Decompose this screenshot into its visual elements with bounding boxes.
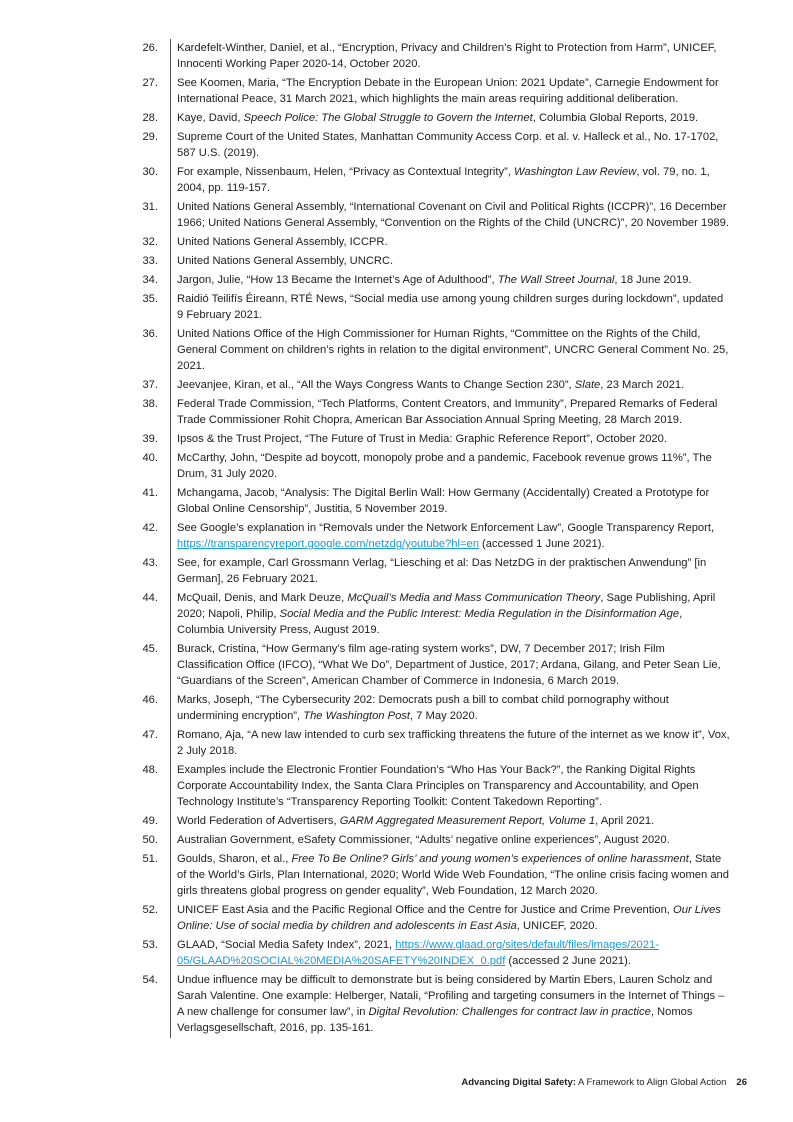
endnote-item — [0, 449, 793, 484]
endnote-text-segment: Mchangama, Jacob, “Analysis: The Digital Berlin Wall: How Germany (Accidentally) Created a Prototype for Global Online Censorship”, Justitia, 5 November 2019. — [177, 487, 710, 515]
endnote-item — [0, 761, 793, 812]
endnote-text — [170, 430, 730, 449]
endnote-item — [0, 519, 793, 554]
endnote-title-italic: McQuail’s Media and Mass Communication Theory — [347, 592, 601, 604]
endnote-text — [170, 233, 730, 252]
endnote-item — [0, 691, 793, 726]
endnote-text — [170, 519, 730, 554]
endnote-title-italic: Social Media and the Public Interest: Media Regulation in the Disinformation Age — [279, 608, 680, 620]
endnote-text — [170, 589, 730, 640]
endnote-title-italic: GARM Aggregated Measurement Report, Volume 1 — [339, 815, 596, 827]
endnote-item — [0, 812, 793, 831]
endnote-number: 49. — [142, 815, 158, 827]
endnote-number: 38. — [142, 398, 158, 410]
endnote-text — [170, 761, 730, 812]
endnote-text-segment: , April 2021. — [595, 815, 655, 827]
endnote-text — [170, 74, 730, 109]
endnote-number: 46. — [142, 694, 158, 706]
endnote-text-segment: GLAAD, “Social Media Safety Index”, 2021, — [177, 939, 396, 951]
endnote-number: 53. — [142, 939, 158, 951]
endnote-number: 50. — [142, 834, 158, 846]
endnote-text-segment: Examples include the Electronic Frontier Foundation’s “Who Has Your Back?”, the Ranking Digital Rights Corporate Accountability Index, the Santa Clara Principles on Transparency and Accountability, and Open Technology Institute’s “Transparency Reporting Toolkit: Content Takedown Reporting”. — [177, 764, 699, 808]
endnote-text — [170, 39, 730, 74]
endnote-text-segment: McQuail, Denis, and Mark Deuze, — [177, 592, 348, 604]
endnote-text-segment: For example, Nissenbaum, Helen, “Privacy as Contextual Integrity”, — [177, 166, 515, 178]
endnote-text-segment: Goulds, Sharon, et al., — [177, 853, 292, 865]
endnote-number: 35. — [142, 293, 158, 305]
endnote-number: 34. — [142, 274, 158, 286]
endnote-text — [170, 376, 730, 395]
endnote-text — [170, 971, 730, 1038]
endnote-text — [170, 554, 730, 589]
endnote-text-segment: , vol. 79, no. 1, 2004, pp. 119-157. — [177, 166, 710, 194]
endnote-text — [170, 395, 730, 430]
endnote-text-segment: Romano, Aja, “A new law intended to curb sex trafficking threatens the future of the internet as we know it”, Vox, 2 July 2018. — [177, 729, 730, 757]
endnote-item — [0, 252, 793, 271]
endnote-title-italic: The Wall Street Journal — [497, 274, 615, 286]
endnote-link[interactable]: https://transparencyreport.google.com/netzdg/youtube?hl=en — [177, 538, 479, 550]
endnotes-list — [0, 39, 793, 1038]
endnote-text — [170, 812, 730, 831]
endnote-number: 47. — [142, 729, 158, 741]
endnote-number: 26. — [142, 42, 158, 54]
endnote-text — [170, 252, 730, 271]
endnote-text-segment: , UNICEF, 2020. — [516, 920, 598, 932]
endnote-item — [0, 430, 793, 449]
endnote-text — [170, 640, 730, 691]
endnote-text — [170, 271, 730, 290]
endnote-number: 43. — [142, 557, 158, 569]
endnote-link[interactable]: https://www.glaad.org/sites/default/files/images/2021-05/GLAAD%20SOCIAL%20MEDIA%20SAFETY%20INDEX_0.pdf — [177, 939, 659, 967]
endnote-text — [170, 726, 730, 761]
footer-title-bold: Advancing Digital Safety: — [461, 1077, 576, 1088]
endnote-item — [0, 109, 793, 128]
endnote-text — [170, 691, 730, 726]
endnote-text-segment: United Nations General Assembly, “International Covenant on Civil and Political Rights (ICCPR)”, 16 December 1966; United Nations General Assembly, “Convention on the Rights of the Child (UNCRC)”, 20 November 1989. — [177, 201, 729, 229]
endnote-text-segment: , 7 May 2020. — [410, 710, 478, 722]
endnote-number: 54. — [142, 974, 158, 986]
footer-title-rest: A Framework to Align Global Action — [575, 1077, 727, 1088]
endnote-text-segment: See, for example, Carl Grossmann Verlag, “Liesching et al: Das NetzDG in der praktischen Anwendung” [in German], 26 February 2021. — [177, 557, 707, 585]
endnote-text — [170, 198, 730, 233]
endnote-text-segment: , Columbia Global Reports, 2019. — [532, 112, 699, 124]
endnote-text — [170, 290, 730, 325]
endnote-item — [0, 726, 793, 761]
endnote-text-segment: (accessed 1 June 2021). — [478, 538, 605, 550]
endnote-text-segment: Ipsos & the Trust Project, “The Future of Trust in Media: Graphic Reference Report”, October 2020. — [177, 433, 667, 445]
endnote-number: 42. — [142, 522, 158, 534]
endnote-text-segment: , 23 March 2021. — [600, 379, 685, 391]
endnote-text-segment: Jeevanjee, Kiran, et al., “All the Ways Congress Wants to Change Section 230”, — [177, 379, 575, 391]
endnote-text-segment: , 18 June 2019. — [614, 274, 692, 286]
endnote-text-segment: Supreme Court of the United States, Manhattan Community Access Corp. et al. v. Halleck et al., No. 17-1702, 587 U.S. (2019). — [177, 131, 719, 159]
endnote-title-italic: Digital Revolution: Challenges for contract law in practice — [368, 1006, 651, 1018]
endnote-title-italic: The Washington Post — [303, 710, 411, 722]
endnote-text — [170, 936, 730, 971]
endnote-text-segment: UNICEF East Asia and the Pacific Regional Office and the Centre for Justice and Crime Prevention, — [177, 904, 674, 916]
endnote-text-segment: United Nations General Assembly, ICCPR. — [177, 236, 388, 248]
endnote-item — [0, 936, 793, 971]
endnote-number: 39. — [142, 433, 158, 445]
endnote-number: 27. — [142, 77, 158, 89]
endnote-text-segment: See Google’s explanation in “Removals under the Network Enforcement Law”, Google Transparency Report, — [177, 522, 715, 534]
endnote-text-segment: Kardefelt-Winther, Daniel, et al., “Encryption, Privacy and Children’s Right to Protection from Harm”, UNICEF, Innocenti Working Paper 2020-14, October 2020. — [177, 42, 717, 70]
endnote-text-segment: Federal Trade Commission, “Tech Platforms, Content Creators, and Immunity”, Prepared Remarks of Federal Trade Commissioner Rohit Chopra, American Bar Association Annual Spring Meeting, 28 March 2019. — [177, 398, 718, 426]
endnote-item — [0, 198, 793, 233]
endnote-number: 31. — [142, 201, 158, 213]
endnote-title-italic: Slate — [574, 379, 601, 391]
endnote-text-segment: (accessed 2 June 2021). — [505, 955, 631, 967]
endnote-item — [0, 74, 793, 109]
endnote-text-segment: Australian Government, eSafety Commissioner, “Adults’ negative online experiences”, August 2020. — [177, 834, 670, 846]
endnote-number: 36. — [142, 328, 158, 340]
endnote-item — [0, 128, 793, 163]
endnote-item — [0, 325, 793, 376]
endnote-text-segment: Jargon, Julie, “How 13 Became the Internet’s Age of Adulthood”, — [177, 274, 498, 286]
endnote-item — [0, 163, 793, 198]
endnote-text — [170, 850, 730, 901]
endnote-title-italic: Free To Be Online? Girls’ and young women’s experiences of online harassment — [291, 853, 689, 865]
endnote-item — [0, 271, 793, 290]
endnote-text-segment: Marks, Joseph, “The Cybersecurity 202: Democrats push a bill to combat child pornography without undermining encryption”, — [177, 694, 669, 722]
page-number: 26 — [736, 1077, 747, 1088]
endnote-item — [0, 831, 793, 850]
endnote-text — [170, 109, 730, 128]
endnote-number: 52. — [142, 904, 158, 916]
endnote-item — [0, 290, 793, 325]
endnote-item — [0, 901, 793, 936]
endnote-text — [170, 831, 730, 850]
endnote-number: 32. — [142, 236, 158, 248]
endnote-text-segment: Kaye, David, — [177, 112, 244, 124]
endnote-number: 45. — [142, 643, 158, 655]
endnote-item — [0, 376, 793, 395]
endnote-text-segment: World Federation of Advertisers, — [177, 815, 340, 827]
endnote-item — [0, 39, 793, 74]
endnote-number: 41. — [142, 487, 158, 499]
page-footer — [461, 1077, 747, 1088]
endnote-text — [170, 484, 730, 519]
endnote-number: 28. — [142, 112, 158, 124]
endnote-text — [170, 325, 730, 376]
endnote-text-segment: , Columbia University Press, August 2019. — [177, 608, 683, 636]
endnote-item — [0, 589, 793, 640]
endnote-text-segment: , Sage Publishing, April 2020; Napoli, Philip, — [177, 592, 716, 620]
endnote-item — [0, 850, 793, 901]
endnote-number: 33. — [142, 255, 158, 267]
endnote-text-segment: , Nomos Verlagsgesellschaft, 2016, pp. 135-161. — [177, 1006, 693, 1034]
endnote-text-segment: United Nations General Assembly, UNCRC. — [177, 255, 394, 267]
endnote-item — [0, 484, 793, 519]
endnote-text-segment: Raidió Teilifís Éireann, RTÉ News, “Social media use among young children surges during lockdown”, updated 9 February 2021. — [177, 293, 724, 321]
endnote-number: 29. — [142, 131, 158, 143]
endnote-text — [170, 901, 730, 936]
endnote-number: 48. — [142, 764, 158, 776]
endnote-number: 44. — [142, 592, 158, 604]
endnote-text-segment: Burack, Cristina, “How Germany’s film age-rating system works”, DW, 7 December 2017; Irish Film Classification Office (IFCO), “What We Do”, Department of Justice, 2017; Ardana, Gilang, and Peter Sean Lie, “Guardians of the Screen”, American Chamber of Commerce in Indonesia, 6 March 2019. — [177, 643, 721, 687]
endnote-text-segment: Undue influence may be difficult to demonstrate but is being considered by Martin Ebers, Lauren Scholz and Sarah Valentine. One example: Helberger, Natali, “Profiling and targeting consumers in the Internet of Things – A new challenge for consumer law”, in — [177, 974, 725, 1018]
endnote-title-italic: Washington Law Review — [514, 166, 637, 178]
endnote-text — [170, 163, 730, 198]
endnote-text-segment: United Nations Office of the High Commissioner for Human Rights, “Committee on the Rights of the Child, General Comment on children’s rights in relation to the digital environment”, UNCRC General Comment No. 25, 2021. — [177, 328, 729, 372]
endnote-text-segment: , State of the World’s Girls, Plan International, 2020; World Wide Web Foundation, “The online crisis facing women and girls threatens global progress on gender equality”, Web Foundation, 12 March 2020. — [177, 853, 729, 897]
endnote-text — [170, 449, 730, 484]
endnote-number: 37. — [142, 379, 158, 391]
endnote-number: 51. — [142, 853, 158, 865]
endnote-title-italic: Speech Police: The Global Struggle to Govern the Internet — [243, 112, 533, 124]
endnote-text — [170, 128, 730, 163]
endnote-text-segment: McCarthy, John, “Despite ad boycott, monopoly probe and a pandemic, Facebook revenue grows 11%”, The Drum, 31 July 2020. — [177, 452, 712, 480]
endnote-item — [0, 554, 793, 589]
endnote-text-segment: See Koomen, Maria, “The Encryption Debate in the European Union: 2021 Update”, Carnegie Endowment for International Peace, 31 March 2021, which highlights the main areas requiring additional deliberation. — [177, 77, 719, 105]
endnote-number: 40. — [142, 452, 158, 464]
endnote-title-italic: Our Lives Online: Use of social media by children and adolescents in East Asia — [177, 904, 721, 932]
endnote-number: 30. — [142, 166, 158, 178]
endnote-item — [0, 233, 793, 252]
endnote-item — [0, 395, 793, 430]
endnote-item — [0, 640, 793, 691]
endnote-item — [0, 971, 793, 1038]
